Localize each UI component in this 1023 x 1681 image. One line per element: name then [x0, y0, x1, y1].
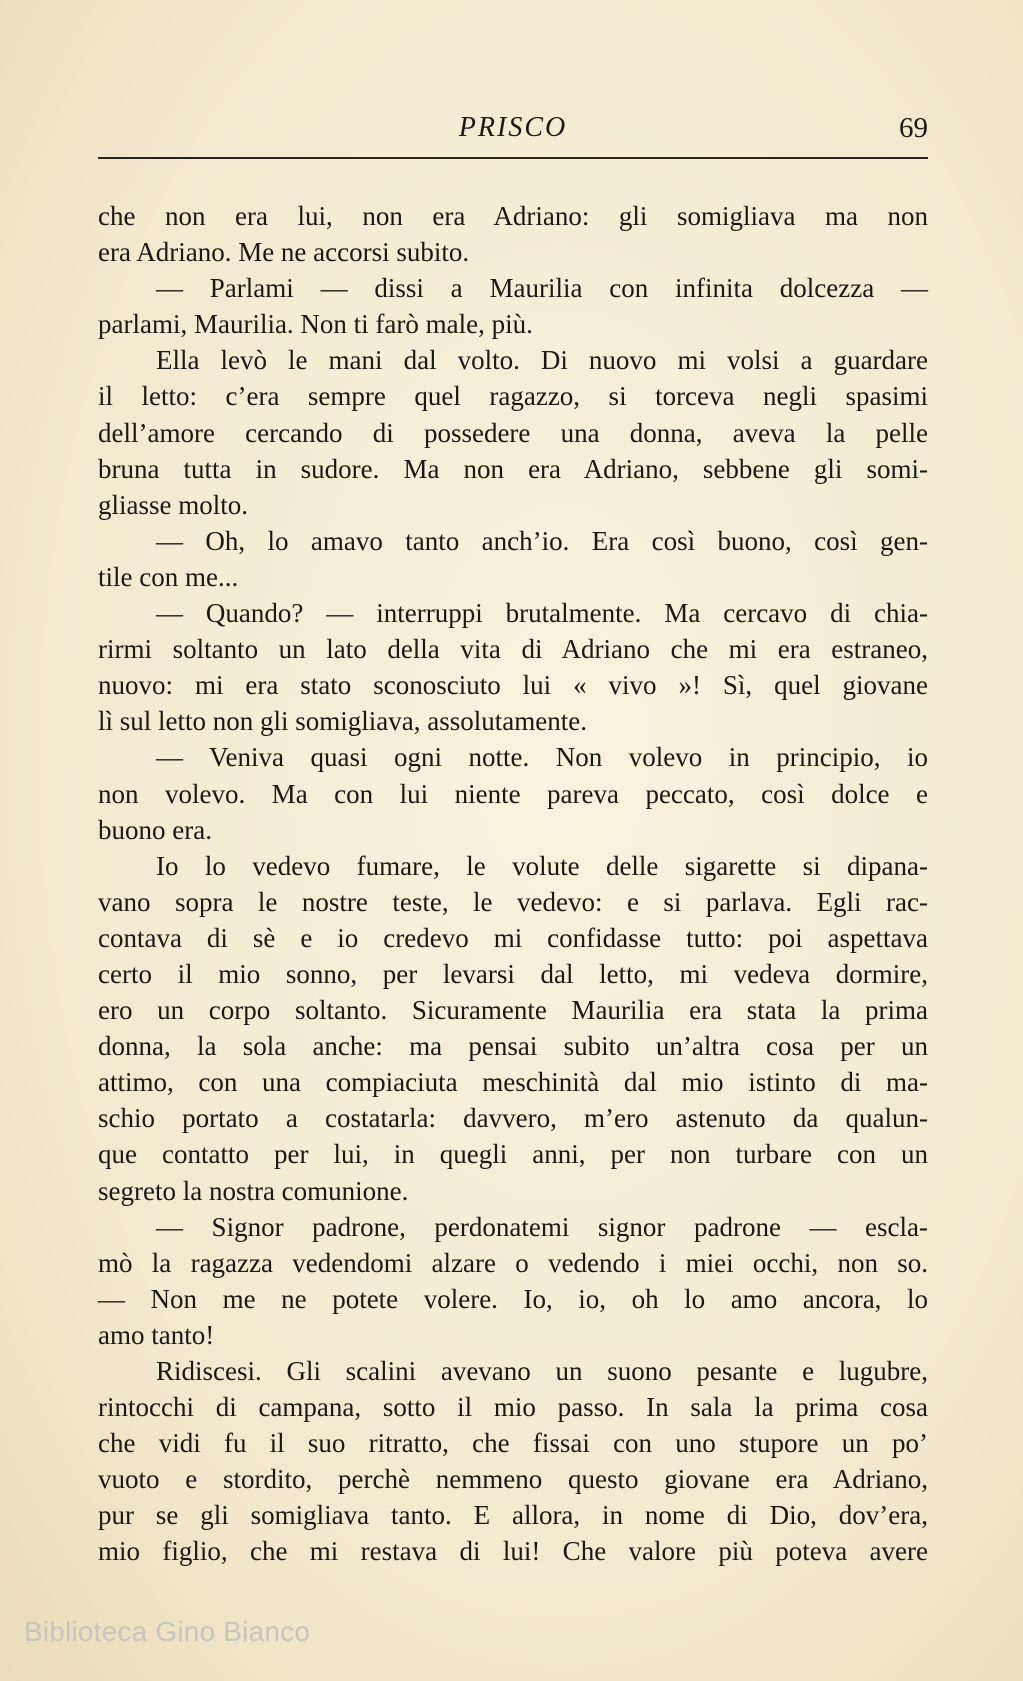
- text-line: Ella levò le mani dal volto. Di nuovo mi volsi a guardare: [156, 345, 928, 376]
- text-line: gliasse molto.: [98, 489, 248, 520]
- text-line: il letto: c’era sempre quel ragazzo, si torceva negli spasimi: [98, 381, 928, 412]
- page-number: 69: [899, 112, 928, 144]
- text-line: attimo, con una compiaciuta meschinità dal mio istinto di ma-: [98, 1067, 928, 1098]
- text-line: vuoto e stordito, perchè nemmeno questo giovane era Adriano,: [98, 1464, 928, 1495]
- text-line: que contatto per lui, in quegli anni, per non turbare con un: [98, 1139, 928, 1170]
- text-line: — Signor padrone, perdonatemi signor padrone — escla-: [156, 1211, 928, 1242]
- text-line: rirmi soltanto un lato della vita di Adriano che mi era estraneo,: [98, 634, 928, 665]
- text-line: — Parlami — dissi a Maurilia con infinita dolcezza —: [156, 273, 928, 304]
- text-line: — Non me ne potete volere. Io, io, oh lo amo ancora, lo: [98, 1283, 928, 1314]
- text-line: donna, la sola anche: ma pensai subito un’altra cosa per un: [98, 1031, 928, 1062]
- text-line: ero un corpo soltanto. Sicuramente Maurilia era stata la prima: [98, 995, 928, 1026]
- text-line: contava di sè e io credevo mi confidasse tutto: poi aspettava: [98, 922, 928, 953]
- text-line: amo tanto!: [98, 1319, 215, 1350]
- text-line: lì sul letto non gli somigliava, assolutamente.: [98, 706, 587, 737]
- text-line: dell’amore cercando di possedere una donna, aveva la pelle: [98, 417, 928, 448]
- text-line: segreto la nostra comunione.: [98, 1175, 409, 1206]
- text-line: era Adriano. Me ne accorsi subito.: [98, 237, 470, 268]
- page-header: [98, 108, 928, 152]
- text-line: Io lo vedevo fumare, le volute delle sigarette si dipana-: [156, 850, 928, 881]
- text-line: Ridiscesi. Gli scalini avevano un suono pesante e lugubre,: [156, 1356, 928, 1386]
- header-rule: [98, 157, 928, 159]
- text-line: vano sopra le nostre teste, le vedevo: e si parlava. Egli rac-: [98, 886, 928, 917]
- text-line: nuovo: mi era stato sconosciuto lui « vivo »! Sì, quel giovane: [98, 670, 928, 701]
- running-title: PRISCO: [458, 112, 568, 143]
- text-line: non volevo. Ma con lui niente pareva peccato, così dolce e: [98, 778, 928, 809]
- text-line: che non era lui, non era Adriano: gli somigliava ma non: [98, 201, 928, 231]
- text-line: — Oh, lo amavo tanto anch’io. Era così buono, così gen-: [156, 525, 928, 556]
- text-line: mò la ragazza vedendomi alzare o vedendo i miei occhi, non so.: [98, 1247, 928, 1278]
- text-line: — Quando? — interruppi brutalmente. Ma cercavo di chia-: [156, 598, 928, 629]
- text-line: — Veniva quasi ogni notte. Non volevo in principio, io: [156, 742, 928, 773]
- text-line: bruna tutta in sudore. Ma non era Adriano, sebbene gli somi-: [98, 453, 928, 484]
- text-line: schio portato a costatarla: davvero, m’ero astenuto da qualun-: [98, 1103, 928, 1134]
- text-line: tile con me...: [98, 561, 239, 592]
- text-line: parlami, Maurilia. Non ti farò male, più.: [98, 309, 533, 340]
- text-line: che vidi fu il suo ritratto, che fissai con uno stupore un po’: [98, 1428, 928, 1459]
- text-line: rintocchi di campana, sotto il mio passo. In sala la prima cosa: [98, 1392, 928, 1423]
- text-line: pur se gli somigliava tanto. E allora, in nome di Dio, dov’era,: [98, 1500, 928, 1531]
- library-watermark: Biblioteca Gino Bianco: [24, 1616, 311, 1647]
- text-line: mio figlio, che mi restava di lui! Che valore più poteva avere: [98, 1536, 928, 1567]
- body-text: [98, 198, 928, 1570]
- text-line: certo il mio sonno, per levarsi dal letto, mi vedeva dormire,: [98, 958, 928, 989]
- text-line: buono era.: [98, 814, 212, 845]
